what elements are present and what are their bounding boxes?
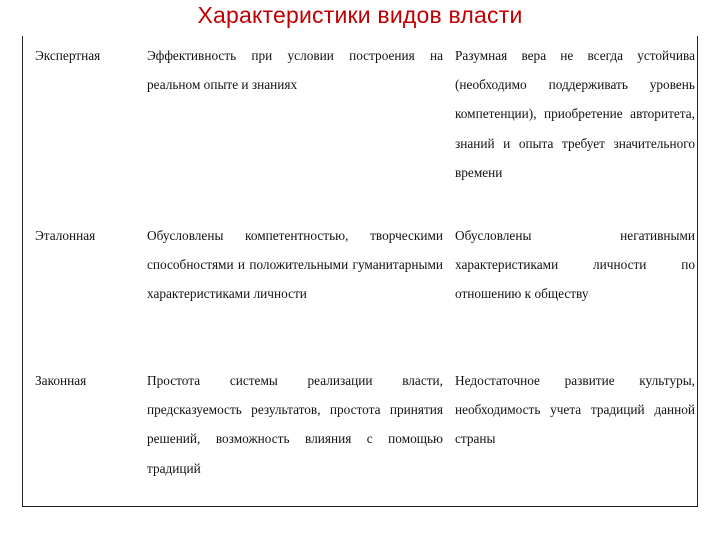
disadvantages-cell: Обусловлены негативными характеристиками личности по отношению к обществу xyxy=(455,228,695,302)
power-type-cell: Эталонная xyxy=(35,228,96,243)
power-type-cell: Законная xyxy=(35,373,87,388)
advantages-cell: Эффективность при условии построения на реальном опыте и знаниях xyxy=(147,48,443,93)
disadvantages-cell: Недостаточное развитие культуры, необходимость учета традиций данной страны xyxy=(455,373,695,447)
advantages-cell: Простота системы реализации власти, предсказуемость результатов, простота принятия решений, возможность влияния с помощью традиций xyxy=(147,373,443,476)
power-type-cell: Экспертная xyxy=(35,48,101,63)
advantages-cell: Обусловлены компетентностью, творческими способностями и положительными гуманитарными характеристиками личности xyxy=(147,228,443,302)
disadvantages-cell: Разумная вера не всегда устойчива (необходимо поддерживать уровень компетенции), приобретение авторитета, знаний и опыта требует значительного времени xyxy=(455,48,695,180)
slide-title: Характеристики видов власти xyxy=(197,2,523,28)
power-types-table xyxy=(22,36,698,507)
